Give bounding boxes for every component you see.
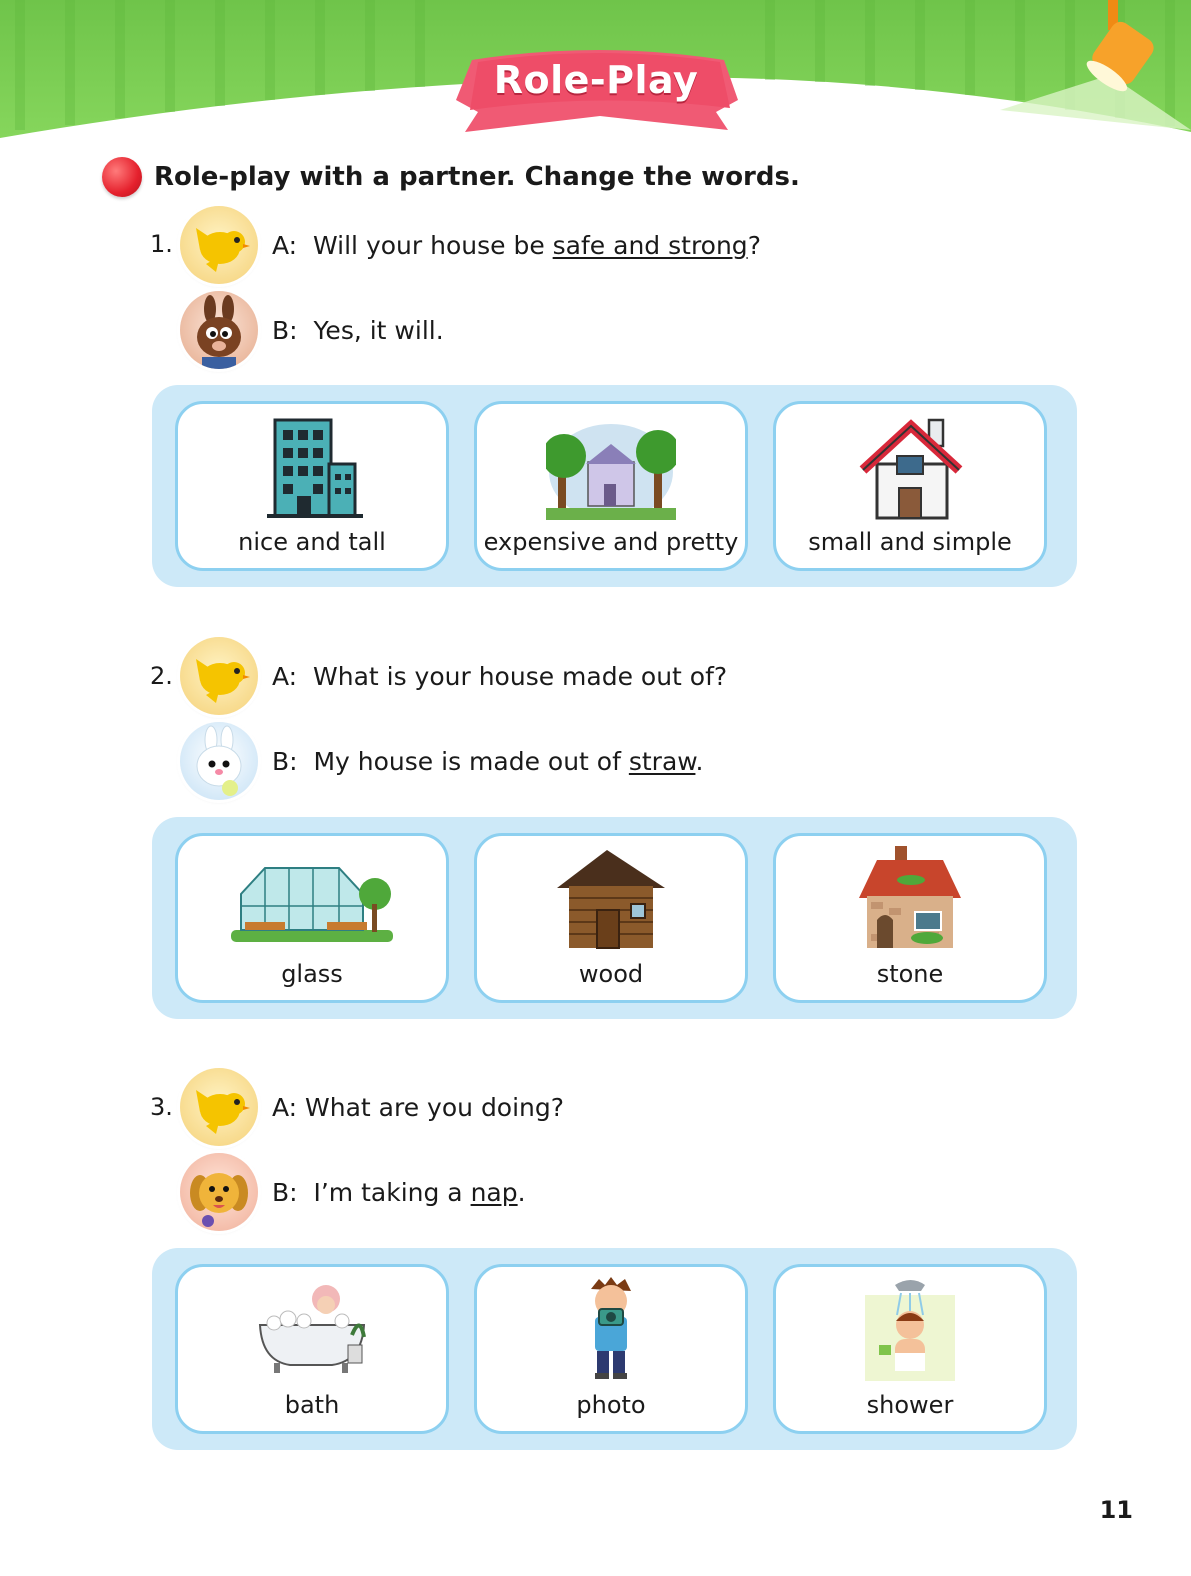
- chick-avatar: [180, 1068, 258, 1146]
- option-label: photo: [576, 1391, 646, 1419]
- white-rabbit-avatar: [180, 722, 258, 800]
- speech-text: I’m taking a: [313, 1177, 471, 1207]
- speech-b: [272, 316, 444, 345]
- speech-text: What are you doing?: [305, 1092, 565, 1122]
- puppy-avatar: [180, 1153, 258, 1231]
- substitution-word: straw: [628, 746, 696, 776]
- speech-a: [272, 1093, 564, 1122]
- speech-text: Will your house be: [313, 230, 553, 260]
- spotlight-lamp-icon: [1084, 0, 1174, 110]
- dialogue-line-a: [180, 636, 727, 716]
- option-card[interactable]: [474, 833, 748, 1003]
- speech-punctuation: ?: [747, 230, 761, 260]
- speech-a: [272, 662, 727, 691]
- page-number: 11: [1099, 1496, 1133, 1524]
- speech-punctuation: .: [695, 746, 704, 776]
- mansion-with-trees-icon: [546, 412, 676, 522]
- option-label: wood: [578, 960, 644, 988]
- question-number: 3.: [150, 1093, 173, 1121]
- option-card[interactable]: [474, 1264, 748, 1434]
- log-cabin-icon: [551, 844, 671, 952]
- speech-punctuation: .: [517, 1177, 526, 1207]
- small-house-icon: [855, 412, 965, 522]
- substitution-word: nap: [470, 1177, 518, 1207]
- option-label: bath: [284, 1391, 340, 1419]
- option-card[interactable]: [175, 1264, 449, 1434]
- speech-text: What is your house made out of?: [313, 661, 728, 691]
- chick-avatar: [180, 206, 258, 284]
- option-card[interactable]: [175, 833, 449, 1003]
- options-panel: [152, 385, 1077, 587]
- speech-text: My house is made out of: [313, 746, 629, 776]
- page-title: Role-Play: [493, 58, 699, 102]
- dialogue-line-a: [180, 1067, 564, 1147]
- stone-cottage-icon: [855, 844, 965, 952]
- substitution-word: safe and strong: [552, 230, 748, 260]
- speech-b: [272, 1178, 526, 1207]
- greenhouse-icon: [227, 844, 397, 948]
- speaker-label: A:: [272, 661, 298, 691]
- speech-text: Yes, it will.: [313, 315, 444, 345]
- option-label: expensive and pretty: [483, 528, 739, 556]
- brown-bunny-avatar: [180, 291, 258, 369]
- option-card[interactable]: [175, 401, 449, 571]
- option-card[interactable]: [773, 401, 1047, 571]
- option-card[interactable]: [773, 833, 1047, 1003]
- instruction: [102, 155, 800, 199]
- header-banner: [0, 0, 1191, 150]
- speaker-label: A:: [272, 230, 298, 260]
- speaker-label: A:: [272, 1092, 298, 1122]
- speaker-label: B:: [272, 315, 298, 345]
- speech-b: [272, 747, 703, 776]
- red-bullet-icon: [102, 157, 142, 197]
- option-label: shower: [866, 1391, 954, 1419]
- apartment-building-icon: [257, 412, 367, 522]
- option-label: stone: [876, 960, 944, 988]
- speech-a: [272, 231, 761, 260]
- option-label: glass: [281, 960, 343, 988]
- instruction-text: Role-play with a partner. Change the words.: [154, 162, 800, 192]
- dialogue-line-b: [180, 1152, 526, 1232]
- bathtub-icon: [252, 1275, 372, 1383]
- shower-icon: [865, 1275, 955, 1385]
- boy-with-camera-icon: [571, 1275, 651, 1385]
- speaker-label: B:: [272, 746, 298, 776]
- options-panel: [152, 1248, 1077, 1450]
- option-card[interactable]: [773, 1264, 1047, 1434]
- option-label: nice and tall: [238, 528, 386, 556]
- question-number: 1.: [150, 230, 173, 258]
- dialogue-line-b: [180, 290, 444, 370]
- dialogue-line-b: [180, 721, 703, 801]
- question-number: 2.: [150, 662, 173, 690]
- chick-avatar: [180, 637, 258, 715]
- dialogue-line-a: [180, 205, 761, 285]
- option-label: small and simple: [808, 528, 1012, 556]
- speaker-label: B:: [272, 1177, 298, 1207]
- option-card[interactable]: [474, 401, 748, 571]
- options-panel: [152, 817, 1077, 1019]
